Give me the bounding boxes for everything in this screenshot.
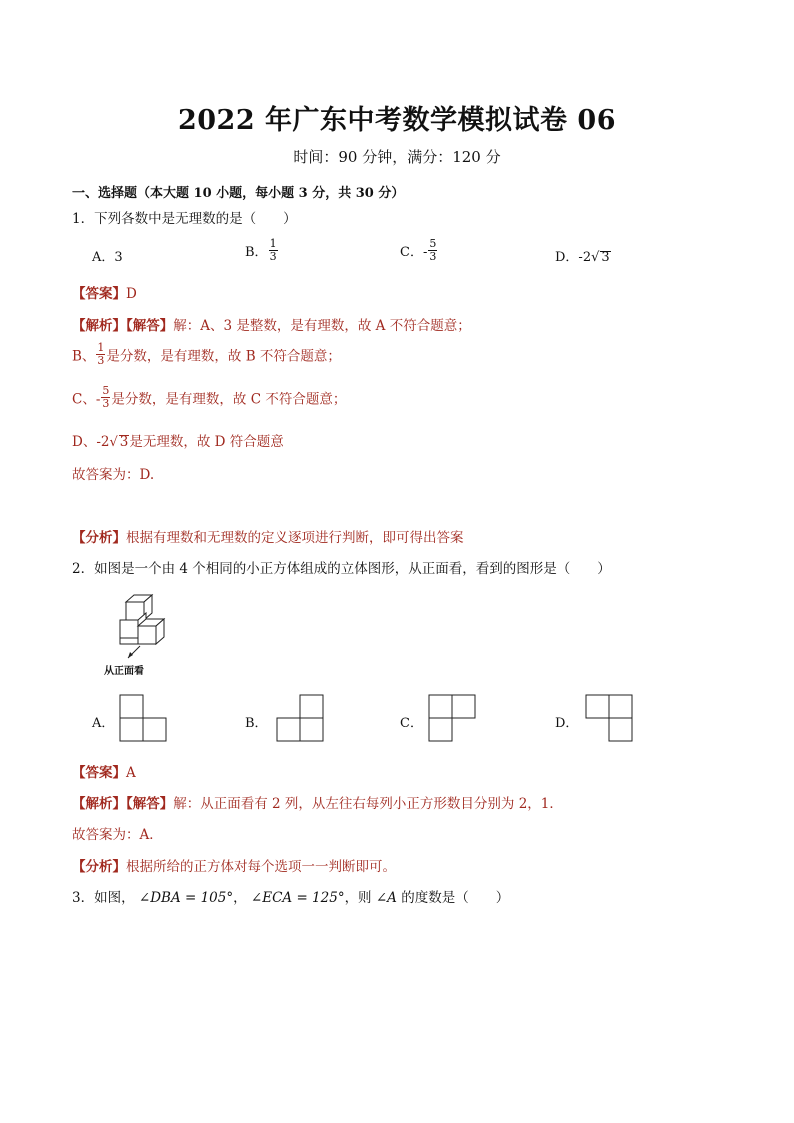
q1-option-d	[555, 246, 611, 265]
analysis-text: 解：A、3 是整数，是有理数，故 A 不符合题意；	[173, 318, 471, 334]
q2-option-c-figure	[428, 694, 478, 744]
line-text: 是无理数，故 D 符合题意	[129, 434, 284, 450]
q3-stem-prefix: 3．如图，	[72, 890, 135, 906]
page-title: 2022 年广东中考数学模拟试卷 06	[177, 105, 617, 136]
line-prefix: B、	[72, 348, 96, 365]
fraction-denominator: 3	[269, 250, 277, 263]
q1-option-b-label: B．	[245, 245, 268, 260]
q3-angle-dba: ∠DBA = 105°	[138, 890, 234, 906]
fraction-numerator: 5	[429, 237, 437, 250]
q1-option-b-fraction	[269, 238, 278, 263]
q3-angle-a: ∠A	[375, 890, 397, 906]
exam-subtitle: 时间：90 分钟，满分：120 分	[293, 148, 501, 166]
fraction	[101, 385, 110, 410]
answer-value: A	[126, 765, 136, 781]
fraction-denominator: 3	[97, 354, 105, 367]
q1-conclusion: 故答案为：D.	[72, 467, 155, 483]
analysis-tag: 【分析】	[72, 530, 126, 546]
line-prefix: D、-2	[72, 434, 110, 450]
q2-analysis-line1	[72, 792, 563, 812]
analysis-text: 解：从正面看有 2 列，从左往右每列小正方形数目分别为 2，1．	[173, 796, 563, 812]
fraction-denominator: 3	[102, 397, 110, 410]
q3-stem	[72, 886, 509, 906]
q3-stem-suffix: 的度数是（ ）	[401, 890, 510, 906]
q1-option-c-fraction	[428, 238, 437, 263]
q1-analysis2	[72, 526, 464, 546]
sqrt-radicand: 3	[119, 434, 129, 450]
q2-analysis2	[72, 855, 396, 875]
q2-option-b-label: B．	[245, 716, 268, 731]
q1-option-c	[400, 238, 438, 263]
q1-stem: 1．下列各数中是无理数的是（ ）	[72, 211, 297, 227]
answer-tag: 【答案】	[72, 765, 126, 781]
analysis-text: 根据有理数和无理数的定义逐项进行判断，即可得出答案	[126, 530, 464, 546]
line-text: 是分数，是有理数，故 B 不符合题意；	[106, 348, 341, 365]
q1-option-d-label: D．-2	[555, 250, 592, 265]
q1-analysis-line2	[72, 342, 341, 367]
figure-caption: 从正面看	[104, 666, 144, 677]
q2-option-d-label: D．	[555, 716, 579, 731]
q2-option-c-label: C．	[400, 716, 423, 731]
analysis-tag: 【解析】【解答】	[72, 318, 174, 334]
section-heading: 一、选择题（本大题 10 小题，每小题 3 分，共 30 分）	[72, 186, 405, 201]
line-prefix: C、-	[72, 391, 101, 408]
fraction-numerator: 1	[269, 237, 277, 250]
sqrt-icon: √	[109, 435, 118, 450]
q2-option-d-figure	[585, 694, 635, 744]
q1-option-b	[245, 238, 279, 263]
analysis-tag: 【分析】	[72, 859, 126, 875]
fraction-numerator: 5	[102, 384, 110, 397]
fraction-numerator: 1	[97, 341, 105, 354]
q1-option-a: A．3	[92, 250, 123, 265]
sqrt-radicand: 3	[601, 250, 610, 265]
analysis-text: 根据所给的正方体对每个选项一一判断即可。	[126, 859, 396, 875]
q2-conclusion: 故答案为：A．	[72, 827, 163, 843]
q2-option-a-figure	[119, 694, 169, 744]
answer-tag: 【答案】	[72, 286, 126, 302]
q1-analysis-line4	[72, 430, 284, 450]
fraction-denominator: 3	[429, 250, 437, 263]
q3-separator: ，	[233, 890, 247, 906]
answer-value: D	[126, 286, 137, 302]
q2-option-a-label: A．	[92, 716, 115, 731]
sqrt-icon: √	[591, 250, 600, 265]
q1-analysis-line3	[72, 385, 346, 410]
q3-angle-eca: ∠ECA = 125°	[250, 890, 345, 906]
fraction	[96, 342, 105, 367]
q3-stem-mid: ，则	[344, 890, 372, 906]
line-text: 是分数，是有理数，故 C 不符合题意；	[111, 391, 347, 408]
analysis-tag: 【解析】【解答】	[72, 796, 174, 812]
q2-answer	[72, 761, 136, 781]
q2-option-b-figure	[276, 694, 326, 744]
q1-option-c-label: C．-	[400, 245, 428, 260]
q2-stem: 2．如图是一个由 4 个相同的小正方体组成的立体图形，从正面看，看到的图形是（ ）	[72, 561, 611, 577]
q1-answer	[72, 282, 137, 302]
q1-analysis-line1	[72, 314, 471, 334]
arrow-head-icon	[128, 652, 133, 658]
